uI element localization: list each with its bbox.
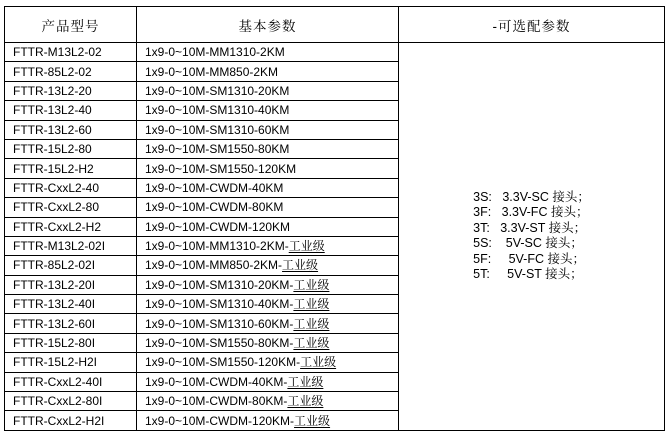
- basic-params-text: 1x9-0~10M-SM1310-20KM-: [145, 277, 294, 292]
- product-model-text: FTTR-CxxL2-80: [13, 200, 100, 215]
- col-header-basic-params: 基本参数: [137, 7, 399, 43]
- product-model-text: FTTR-13L2-60: [13, 122, 92, 137]
- optional-params-cell: [399, 43, 665, 431]
- product-model-cell: [5, 236, 137, 255]
- basic-params-text: 1x9-0~10M-MM850-2KM: [145, 64, 279, 79]
- industrial-grade-underlined-text: 工业级: [294, 413, 331, 428]
- product-model-text: FTTR-13L2-40: [13, 103, 92, 118]
- basic-params-cell: [137, 295, 399, 314]
- table-body: [5, 43, 665, 431]
- basic-params-cell: [137, 275, 399, 294]
- product-model-cell: [5, 217, 137, 236]
- basic-params-text: 1x9-0~10M-MM850-2KM-: [145, 258, 283, 273]
- col-header-optional-params: -可选配参数: [399, 7, 665, 43]
- product-model-cell: [5, 256, 137, 275]
- basic-params-cell: [137, 392, 399, 411]
- basic-params-cell: [137, 236, 399, 255]
- optional-param-line: 5T: 5V-ST 接头；: [473, 267, 583, 282]
- basic-params-cell: [137, 62, 399, 81]
- basic-params-cell: [137, 217, 399, 236]
- basic-params-text: 1x9-0~10M-SM1550-120KM: [145, 161, 297, 176]
- basic-params-cell: [137, 178, 399, 197]
- product-model-text: FTTR-CxxL2-H2: [13, 219, 102, 234]
- basic-params-text: 1x9-0~10M-SM1310-40KM: [145, 103, 290, 118]
- basic-params-text: 1x9-0~10M-CWDM-40KM: [145, 180, 284, 195]
- product-model-cell: [5, 81, 137, 100]
- product-model-cell: [5, 101, 137, 120]
- product-model-cell: [5, 120, 137, 139]
- industrial-grade-underlined-text: 工业级: [288, 239, 325, 254]
- product-model-cell: [5, 275, 137, 294]
- industrial-grade-underlined-text: 工业级: [287, 394, 324, 409]
- product-model-text: FTTR-15L2-80: [13, 142, 92, 157]
- product-model-text: FTTR-M13L2-02: [13, 45, 102, 60]
- product-spec-table: [4, 6, 665, 431]
- product-model-cell: [5, 62, 137, 81]
- optional-param-line: 5S: 5V-SC 接头；: [473, 236, 583, 251]
- basic-params-text: 1x9-0~10M-SM1550-80KM: [145, 142, 290, 157]
- product-model-text: FTTR-13L2-20I: [13, 277, 96, 292]
- basic-params-text: 1x9-0~10M-MM1310-2KM: [145, 45, 285, 60]
- product-model-cell: [5, 314, 137, 333]
- product-model-text: FTTR-CxxL2-40I: [13, 374, 103, 389]
- product-model-cell: [5, 295, 137, 314]
- basic-params-text: 1x9-0~10M-CWDM-120KM-: [145, 413, 295, 428]
- product-model-text: FTTR-CxxL2-80I: [13, 394, 103, 409]
- product-model-text: FTTR-15L2-H2I: [13, 355, 98, 370]
- product-model-cell: [5, 159, 137, 178]
- industrial-grade-underlined-text: 工业级: [287, 374, 324, 389]
- product-model-cell: [5, 178, 137, 197]
- industrial-grade-underlined-text: 工业级: [293, 297, 330, 312]
- basic-params-text: 1x9-0~10M-SM1310-60KM-: [145, 316, 294, 331]
- table-row: [5, 43, 665, 62]
- basic-params-cell: [137, 198, 399, 217]
- product-model-cell: [5, 353, 137, 372]
- optional-param-line: 3F: 3.3V-FC 接头；: [473, 205, 589, 220]
- basic-params-text: 1x9-0~10M-MM1310-2KM-: [145, 239, 289, 254]
- product-model-cell: [5, 372, 137, 391]
- basic-params-text: 1x9-0~10M-CWDM-40KM-: [145, 374, 288, 389]
- product-model-cell: [5, 411, 137, 430]
- product-model-text: FTTR-15L2-80I: [13, 336, 96, 351]
- basic-params-cell: [137, 372, 399, 391]
- basic-params-cell: [137, 256, 399, 275]
- optional-param-line: 5F: 5V-FC 接头；: [473, 251, 585, 266]
- basic-params-cell: [137, 159, 399, 178]
- col-header-product-model: 产品型号: [5, 7, 137, 43]
- product-model-text: FTTR-CxxL2-40: [13, 180, 100, 195]
- product-model-cell: [5, 198, 137, 217]
- product-model-text: FTTR-85L2-02I: [13, 258, 96, 273]
- table-header-row: [5, 7, 665, 43]
- industrial-grade-underlined-text: 工业级: [293, 316, 330, 331]
- product-model-text: FTTR-13L2-60I: [13, 316, 96, 331]
- industrial-grade-underlined-text: 工业级: [293, 277, 330, 292]
- product-model-cell: [5, 392, 137, 411]
- basic-params-text: 1x9-0~10M-SM1310-40KM-: [145, 297, 294, 312]
- basic-params-cell: [137, 139, 399, 158]
- product-model-cell: [5, 333, 137, 352]
- basic-params-text: 1x9-0~10M-SM1550-120KM-: [145, 355, 301, 370]
- basic-params-text: 1x9-0~10M-SM1550-80KM-: [145, 336, 294, 351]
- basic-params-cell: [137, 43, 399, 62]
- optional-params-block: [473, 190, 590, 283]
- product-model-text: FTTR-13L2-40I: [13, 297, 96, 312]
- basic-params-cell: [137, 333, 399, 352]
- basic-params-cell: [137, 314, 399, 333]
- industrial-grade-underlined-text: 工业级: [282, 258, 319, 273]
- basic-params-text: 1x9-0~10M-CWDM-120KM: [145, 219, 291, 234]
- basic-params-cell: [137, 353, 399, 372]
- optional-param-line: 3S: 3.3V-SC 接头；: [473, 189, 590, 204]
- product-model-cell: [5, 43, 137, 62]
- product-model-text: FTTR-M13L2-02I: [13, 239, 106, 254]
- basic-params-text: 1x9-0~10M-CWDM-80KM-: [145, 394, 288, 409]
- basic-params-cell: [137, 411, 399, 430]
- basic-params-cell: [137, 101, 399, 120]
- product-model-text: FTTR-13L2-20: [13, 83, 92, 98]
- product-model-text: FTTR-15L2-H2: [13, 161, 94, 176]
- product-model-text: FTTR-CxxL2-H2I: [13, 413, 105, 428]
- industrial-grade-underlined-text: 工业级: [293, 336, 330, 351]
- basic-params-cell: [137, 81, 399, 100]
- industrial-grade-underlined-text: 工业级: [300, 355, 337, 370]
- product-model-text: FTTR-85L2-02: [13, 64, 92, 79]
- product-model-cell: [5, 139, 137, 158]
- optional-param-line: 3T: 3.3V-ST 接头；: [473, 220, 587, 235]
- basic-params-cell: [137, 120, 399, 139]
- basic-params-text: 1x9-0~10M-CWDM-80KM: [145, 200, 284, 215]
- basic-params-text: 1x9-0~10M-SM1310-20KM: [145, 83, 290, 98]
- basic-params-text: 1x9-0~10M-SM1310-60KM: [145, 122, 290, 137]
